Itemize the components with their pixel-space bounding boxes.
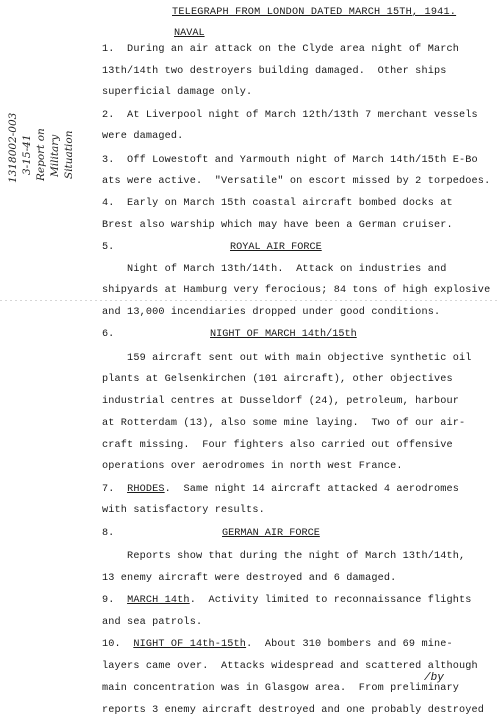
p6-line1: 159 aircraft sent out with main objective synthetic oil: [102, 353, 472, 364]
p10-number: 10.: [102, 639, 121, 650]
p5-line2: shipyards at Hamburg very ferocious; 84 tons of high explosive: [102, 285, 491, 296]
section-heading-night-of-march: NIGHT OF MARCH 14th/15th: [210, 329, 357, 340]
p10-line1: [102, 639, 453, 650]
p6-line6: operations over aerodromes in north west France.: [102, 461, 403, 472]
margin-note-line2: 3-15-41: [21, 134, 33, 175]
p6-line4: at Rotterdam (13), also some mine laying. Two of our air-: [102, 418, 466, 429]
p10-line1-text: . About 310 bombers and 69 mine-: [246, 639, 453, 650]
p4-line2: Brest also warship which may have been a German cruiser.: [102, 220, 453, 231]
p10-label-night-of-14th-15th: NIGHT OF 14th-15th: [133, 639, 247, 650]
p4-line1: 4. Early on March 15th coastal aircraft bombed docks at: [102, 198, 453, 209]
p10-line4: reports 3 enemy aircraft destroyed and one probably destroyed: [102, 705, 485, 716]
p10-line3: main concentration was in Glasgow area. From preliminary: [102, 683, 460, 694]
p1-line2: 13th/14th two destroyers building damaged. Other ships: [102, 66, 447, 77]
p9-line1-text: . Activity limited to reconnaissance flights: [189, 595, 472, 606]
p3-line1: 3. Off Lowestoft and Yarmouth night of March 14th/15th E-Bo: [102, 155, 478, 166]
margin-note-line1: 1318002-003: [7, 112, 19, 183]
document-title: TELEGRAPH FROM LONDON DATED MARCH 15TH, 1941.: [172, 7, 457, 18]
section-heading-german-air-force: GERMAN AIR FORCE: [222, 528, 320, 539]
handwritten-margin-note: [2, 95, 112, 185]
margin-note-svg: [2, 95, 112, 185]
p6-line5: craft missing. Four fighters also carried out offensive: [102, 440, 453, 451]
p5-number: 5.: [102, 242, 115, 253]
p8-number: 8.: [102, 528, 115, 539]
section-heading-naval: NAVAL: [174, 28, 205, 39]
p1-line3: superficial damage only.: [102, 87, 253, 98]
p6-number: 6.: [102, 329, 115, 340]
p8-line2: 13 enemy aircraft were destroyed and 6 damaged.: [102, 573, 397, 584]
p9-number: 9.: [102, 595, 115, 606]
p2-line1: 2. At Liverpool night of March 12th/13th 7 merchant vessels: [102, 110, 478, 121]
p9-label-march-14th: MARCH 14th: [127, 595, 190, 606]
margin-note-line4: Military: [49, 134, 61, 177]
p5-line3: and 13,000 incendiaries dropped under good conditions.: [102, 307, 441, 318]
p7-line2: with satisfactory results.: [102, 505, 265, 516]
p1-line1: 1. During an air attack on the Clyde area night of March: [102, 44, 460, 55]
p8-line1: Reports show that during the night of March 13th/14th,: [102, 551, 466, 562]
p9-line1: [102, 595, 472, 606]
p9-line2: and sea patrols.: [102, 617, 203, 628]
fold-crease-top: [0, 300, 500, 301]
p7-label-rhodes: RHODES: [127, 484, 165, 495]
p6-line3: industrial centres at Dusseldorf (24), petroleum, harbour: [102, 396, 460, 407]
p3-line2: ats were active. "Versatile" on escort missed by 2 torpedoes.: [102, 176, 491, 187]
p10-line2: layers came over. Attacks widespread and scattered although: [102, 661, 478, 672]
continuation-mark: /by: [424, 672, 444, 684]
p2-line2: were damaged.: [102, 131, 184, 142]
p7-number: 7.: [102, 484, 115, 495]
section-heading-raf: ROYAL AIR FORCE: [230, 242, 322, 253]
margin-note-line5: Situation: [63, 130, 75, 179]
margin-note-line3: Report on: [35, 128, 47, 181]
p6-line2: plants at Gelsenkirchen (101 aircraft), other objectives: [102, 374, 453, 385]
p5-line1: Night of March 13th/14th. Attack on industries and: [102, 264, 447, 275]
p7-line1: [102, 484, 459, 495]
p7-line1-text: . Same night 14 aircraft attacked 4 aerodromes: [164, 484, 460, 495]
